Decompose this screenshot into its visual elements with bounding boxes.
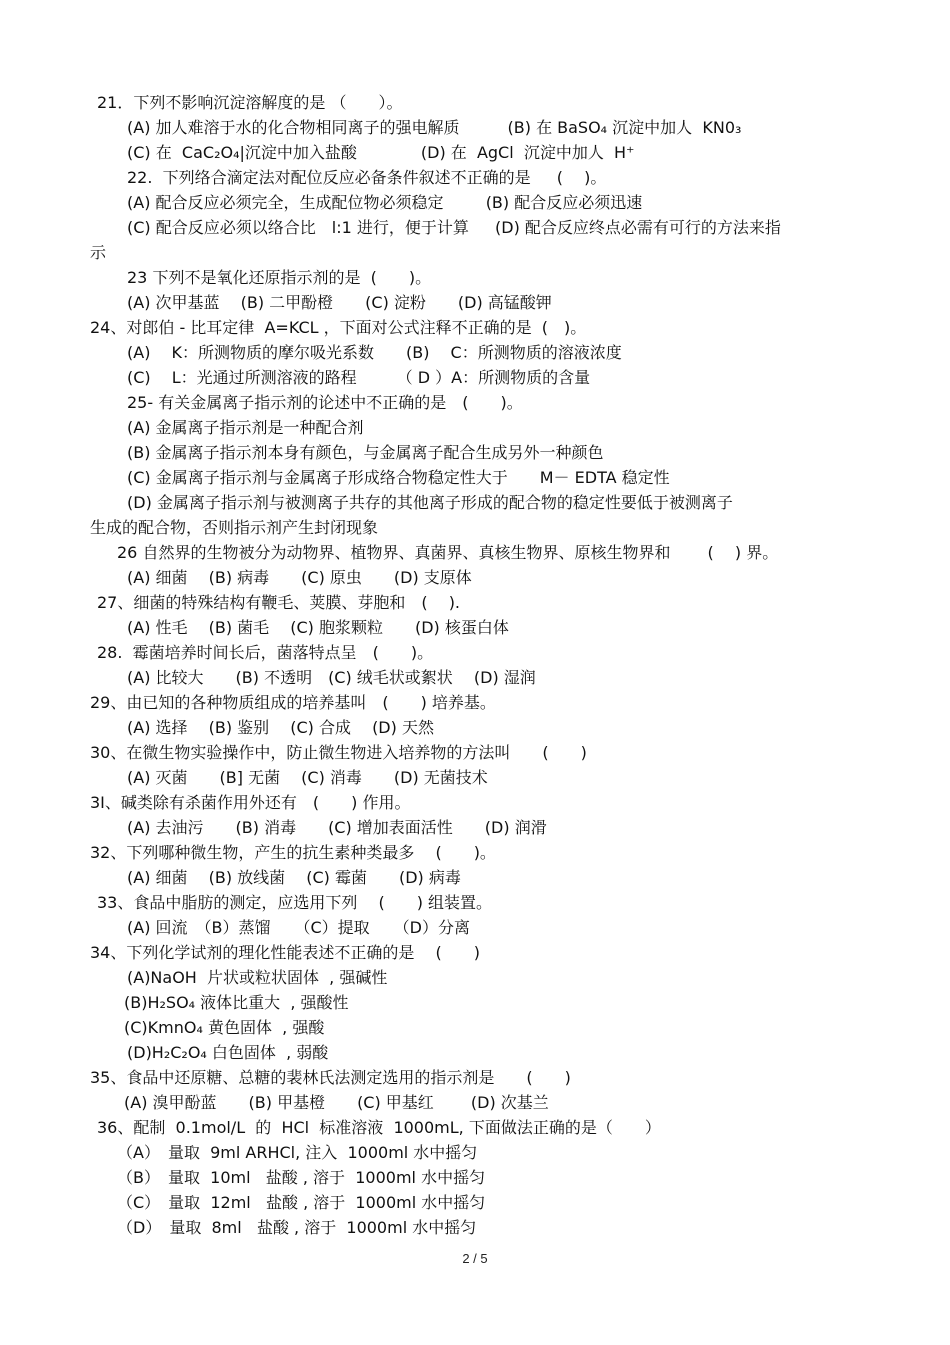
q32-stem: 32、下列哪种微生物，产生的抗生素种类最多 ( )。 — [90, 843, 496, 862]
q26-options: (A) 细菌 (B) 病毒 (C) 原虫 (D) 支原体 — [127, 568, 472, 587]
q25-option-b: (B) 金属离子指示剂本身有颜色，与金属离子配合生成另外一种颜色 — [127, 443, 604, 462]
q33-options: (A) 回流 （B）蒸馏 （C）提取 （D）分离 — [127, 918, 470, 937]
page-number: 2 / 5 — [462, 1251, 488, 1266]
q33-stem: 33、食品中脂肪的测定，应选用下列 ( ) 组装置。 — [97, 893, 493, 912]
q30-stem: 30、在微生物实验操作中，防止微生物进入培养物的方法叫 ( ) — [90, 743, 587, 762]
q36-option-d: （D） 量取 8ml 盐酸 , 溶于 1000ml 水中摇匀 — [117, 1218, 477, 1237]
q21-options-ab: (A) 加人难溶于水的化合物相同离子的强电解质 (B) 在 BaSO₄ 沉淀中加人 KN0₃ — [127, 118, 742, 137]
q23-options: (A) 次甲基蓝 (B) 二甲酚橙 (C) 淀粉 (D) 高锰酸钾 — [127, 293, 552, 312]
q25-option-d: (D) 金属离子指示剂与被测离子共存的其他离子形成的配合物的稳定性要低于被测离子 — [127, 493, 733, 512]
q34-option-b: (B)H₂SO₄ 液体比重大 , 强酸性 — [124, 993, 349, 1012]
q25-stem: 25- 有关金属离子指示剂的论述中不正确的是 ( )。 — [127, 393, 523, 412]
q28-options: (A) 比较大 (B) 不透明 (C) 绒毛状或絮状 (D) 湿润 — [127, 668, 536, 687]
q34-option-d: (D)H₂C₂O₄ 白色固体 , 弱酸 — [127, 1043, 329, 1062]
q22-options-ab: (A) 配合反应必须完全，生成配位物必须稳定 (B) 配合反应必须迅速 — [127, 193, 643, 212]
q25-option-d-cont: 生成的配合物，否则指示剂产生封闭现象 — [90, 518, 379, 537]
q27-options: (A) 性毛 (B) 菌毛 (C) 胞浆颗粒 (D) 核蛋白体 — [127, 618, 509, 637]
q22-stem: 22. 下列络合滴定法对配位反应必备条件叙述不正确的是 ( )。 — [127, 168, 607, 187]
q21-stem: 21．下列不影响沉淀溶解度的是 （ ）。 — [97, 93, 403, 112]
q35-options: (A) 溴甲酚蓝 (B) 甲基橙 (C) 甲基红 (D) 次基兰 — [124, 1093, 549, 1112]
q34-stem: 34、下列化学试剂的理化性能表述不正确的是 ( ) — [90, 943, 480, 962]
q34-option-c: (C)KmnO₄ 黄色固体 , 强酸 — [124, 1018, 325, 1037]
q24-stem: 24、对郎伯 - 比耳定律 A=KCL ，下面对公式注释不正确的是 ( )。 — [90, 318, 587, 337]
q36-option-b: （B） 量取 10ml 盐酸 , 溶于 1000ml 水中摇匀 — [117, 1168, 486, 1187]
q25-option-a: (A) 金属离子指示剂是一种配合剂 — [127, 418, 364, 437]
q31-options: (A) 去油污 (B) 消毒 (C) 增加表面活性 (D) 润滑 — [127, 818, 547, 837]
q35-stem: 35、食品中还原糖、总糖的裴林氏法测定选用的指示剂是 ( ) — [90, 1068, 571, 1087]
q26-stem: 26 自然界的生物被分为动物界、植物界、真菌界、真核生物界、原核生物界和 ( ) 界。 — [117, 543, 779, 562]
q36-option-a: （A） 量取 9ml ARHCl, 注入 1000ml 水中摇匀 — [117, 1143, 478, 1162]
q36-option-c: （C） 量取 12ml 盐酸 , 溶于 1000ml 水中摇匀 — [117, 1193, 486, 1212]
q25-option-c: (C) 金属离子指示剂与金属离子形成络合物稳定性大于 M－ EDTA 稳定性 — [127, 468, 670, 487]
q27-stem: 27、细菌的特殊结构有鞭毛、荚膜、芽胞和 ( ). — [97, 593, 461, 612]
q29-stem: 29、由已知的各种物质组成的培养基叫 ( ) 培养基。 — [90, 693, 496, 712]
q23-stem: 23 下列不是氧化还原指示剂的是 ( )。 — [127, 268, 432, 287]
q28-stem: 28. 霉菌培养时间长后，菌落特点呈 ( )。 — [97, 643, 434, 662]
q21-options-cd: (C) 在 CaC₂O₄|沉淀中加入盐酸 (D) 在 AgCl 沉淀中加人 H⁺ — [127, 143, 635, 162]
q24-options-ab: (A) K：所测物质的摩尔吸光系数 (B) C：所测物质的溶液浓度 — [127, 343, 622, 362]
q30-options: (A) 灭菌 (B] 无菌 (C) 消毒 (D) 无菌技术 — [127, 768, 488, 787]
q32-options: (A) 细菌 (B) 放线菌 (C) 霉菌 (D) 病毒 — [127, 868, 461, 887]
q31-stem: 3I、碱类除有杀菌作用外还有 ( ) 作用。 — [90, 793, 411, 812]
q34-option-a: (A)NaOH 片状或粒状固体 , 强碱性 — [127, 968, 388, 987]
q29-options: (A) 选择 (B) 鉴别 (C) 合成 (D) 天然 — [127, 718, 434, 737]
q24-options-cd: (C) L：光通过所测溶液的路程 （ D ）A：所测物质的含量 — [127, 368, 591, 387]
q22-options-cont: 示 — [90, 243, 107, 262]
q22-options-cd: (C) 配合反应必须以络合比 l:1 进行，便于计算 (D) 配合反应终点必需有可行的方法来指 — [127, 218, 781, 237]
q36-stem: 36、配制 0.1mol/L 的 HCl 标准溶液 1000mL, 下面做法正确的是（ ） — [97, 1118, 661, 1137]
